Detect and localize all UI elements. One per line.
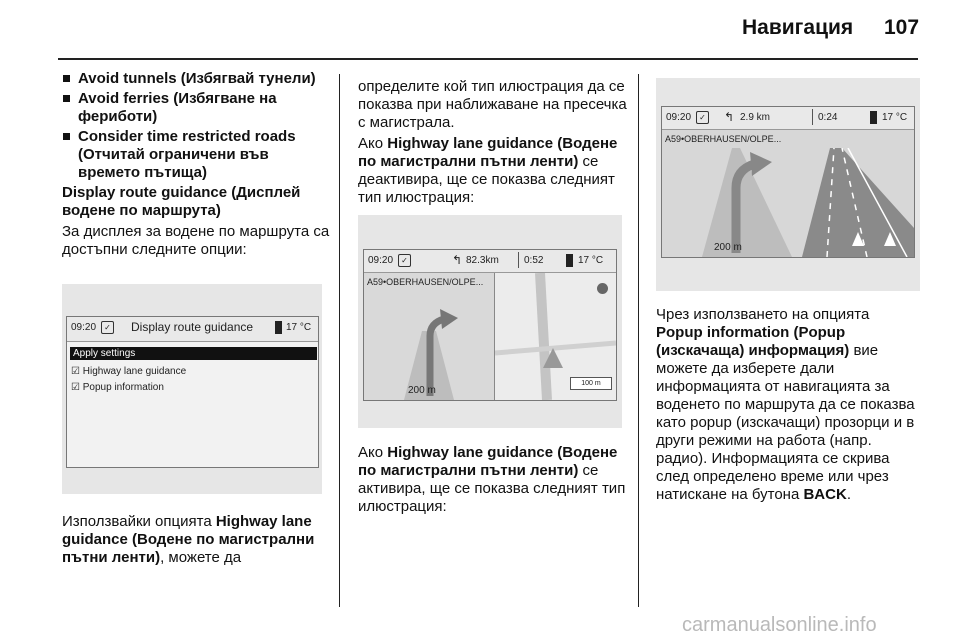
turn-distance: 200 m — [408, 385, 436, 396]
distance-to-destination: 2.9 km — [740, 112, 771, 123]
status-bar — [364, 250, 616, 273]
lane-guidance-off-figure — [358, 215, 622, 428]
thermometer-icon — [566, 254, 573, 267]
thermometer-icon — [275, 321, 282, 334]
checkbox-checked-icon: ☑ — [71, 382, 80, 393]
junction-view — [364, 273, 495, 400]
thermometer-icon — [870, 111, 877, 124]
remaining-time: 0:24 — [818, 112, 838, 123]
display-settings-figure — [62, 284, 322, 494]
road-name: A59•OBERHAUSEN/OLPE... — [367, 277, 484, 287]
menu-item-highway-lane-guidance[interactable] — [71, 366, 186, 378]
page-title: Навигация — [742, 16, 854, 39]
separator — [518, 252, 519, 268]
distance-to-destination: 82.3km — [466, 255, 499, 266]
lane-guidance-on-figure — [656, 78, 920, 291]
paragraph: Ако Highway lane guidance (Водене по магистрални пътни ленти) се деактивира, ще се показва следният тип илюстрация: — [358, 135, 618, 206]
list-item: Avoid tunnels (Избягвай тунели) — [62, 70, 330, 88]
menu-item-popup-information[interactable] — [71, 382, 164, 394]
navigation-icon: ✓ — [101, 321, 114, 334]
paragraph: За дисплея за водене по маршрута са достъпни следните опции: — [62, 223, 330, 258]
checkbox-checked-icon: ☑ — [71, 366, 80, 377]
clock: 09:20 — [71, 322, 97, 333]
navigation-screen — [661, 106, 915, 258]
clock: 09:20 — [666, 112, 692, 123]
temperature: 17 °C — [286, 322, 312, 333]
road-name: A59•OBERHAUSEN/OLPE... — [665, 134, 782, 144]
temperature: 17 °C — [578, 255, 604, 266]
map-view — [495, 273, 616, 400]
paragraph: определите кой тип илюстрация да се показва при наближаване на пресечка с магистрала. — [358, 78, 627, 131]
lane-guidance-graphic — [662, 148, 914, 257]
compass-icon — [597, 283, 608, 294]
page-number: 107 — [884, 16, 920, 39]
section-heading: Display route guidance (Дисплей водене по маршрута) — [62, 184, 301, 219]
watermark: carmanualsonline.info — [682, 614, 877, 636]
junction-arrow-icon — [364, 291, 494, 400]
option-label: Popup information — [82, 382, 164, 393]
navigation-icon: ✓ — [696, 111, 709, 124]
paragraph: Ако Highway lane guidance (Водене по магистрални пътни ленти) се активира, ще се показва следният тип илюстрация: — [358, 444, 626, 515]
column-3 — [656, 306, 920, 507]
highway-lane-view — [662, 130, 914, 257]
option-label: Highway lane guidance — [82, 366, 187, 377]
separator — [812, 109, 813, 125]
column-1-bottom — [62, 513, 330, 570]
paragraph: Чрез използването на опцията Popup information (Popup (изскачаща) информация) вие можете да изберете дали информацията от навигацията за воденето по маршрута да се показва като popup (изскачащи) прозорци и в други режими на работа (напр. радио). Информацията се скрива след определено време или чрез натискане на бутона BACK. — [656, 306, 915, 503]
display-screen — [66, 316, 319, 468]
status-bar — [67, 317, 318, 342]
column-2-bottom — [358, 444, 630, 519]
column-2 — [358, 78, 630, 210]
turn-arrow-icon: ↰ — [452, 253, 463, 267]
route-options-list — [62, 70, 330, 182]
header-rule — [58, 58, 918, 60]
turn-arrow-icon: ↰ — [724, 110, 735, 124]
column-divider — [638, 74, 639, 607]
screen-title: Display route guidance — [131, 320, 254, 334]
temperature: 17 °C — [882, 112, 908, 123]
clock: 09:20 — [368, 255, 394, 266]
status-bar — [662, 107, 914, 130]
navigation-screen — [363, 249, 617, 401]
column-1 — [62, 70, 330, 262]
navigation-icon: ✓ — [398, 254, 411, 267]
turn-distance: 200 m — [714, 242, 742, 253]
remaining-time: 0:52 — [524, 255, 544, 266]
list-item: Avoid ferries (Избягване на фериботи) — [62, 90, 330, 126]
menu-header: Apply settings — [70, 347, 317, 360]
column-divider — [339, 74, 340, 607]
list-item: Consider time restricted roads (Отчитай ограничени във времето пътища) — [62, 128, 330, 182]
paragraph: Използвайки опцията Highway lane guidance (Водене по магистрални пътни ленти), можете да — [62, 513, 315, 566]
map-scale: 100 m — [570, 377, 612, 390]
